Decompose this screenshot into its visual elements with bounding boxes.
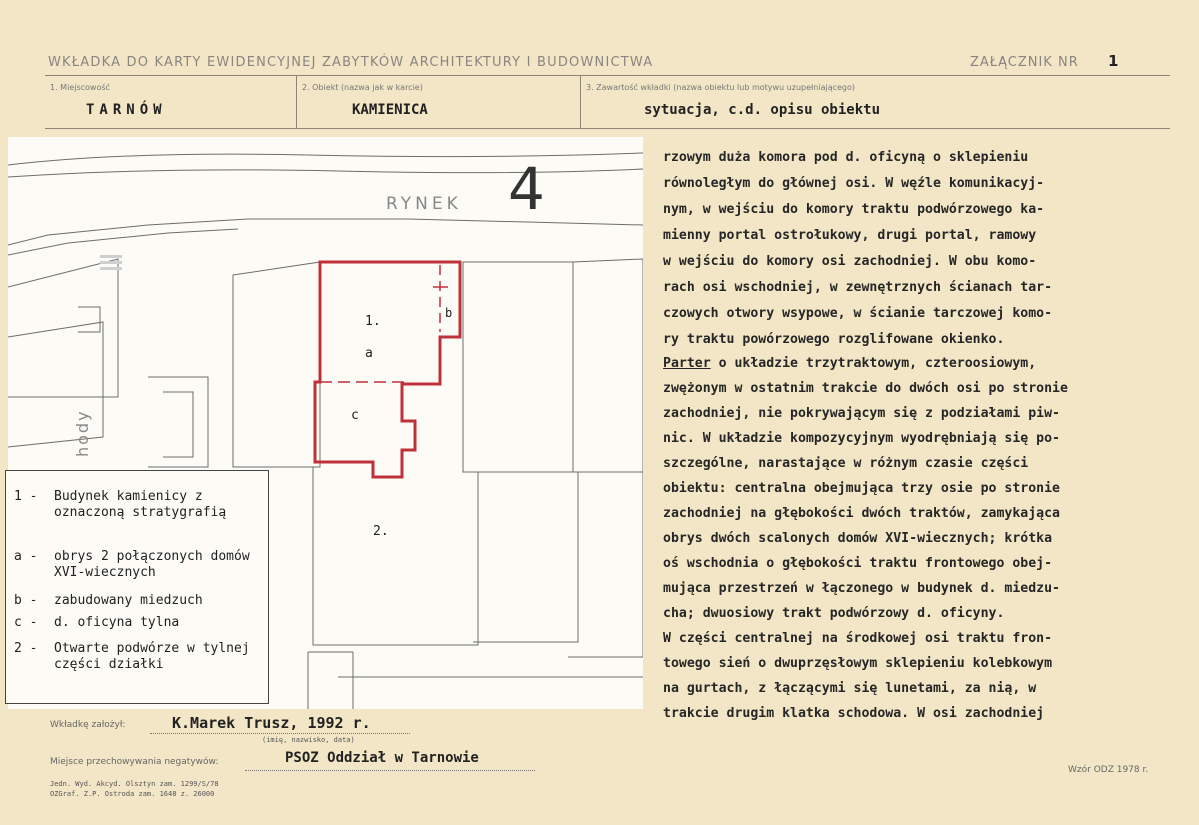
stair-hatching [100, 255, 122, 258]
street-edge-line [8, 219, 643, 245]
legend-key: 1 - [14, 489, 38, 504]
text-line: W części centralnej na środkowej osi traktu fron- [663, 631, 1053, 646]
side-street-label: hody [73, 409, 92, 457]
neighbour-plot [163, 392, 193, 457]
legend-text: Otwarte podwórze w tylnej części działki [54, 641, 250, 672]
form-title: WKŁADKA DO KARTY EWIDENCYJNEJ ZABYTKÓW ARCHITEKTURY I BUDOWNICTWA [48, 55, 654, 70]
legend-text: Budynek kamienicy z oznaczoną stratygrafią [54, 489, 227, 520]
content-label: 3. Zawartość wkładki (nazwa obiektu lub motywu uzupełniającego) [586, 83, 856, 92]
underlined-word: Parter [663, 356, 711, 371]
rear-yard-outline [313, 467, 478, 645]
text-line: rach osi wschodniej, w zewnętrznych ścianach tar- [663, 280, 1053, 295]
text-line: w wejściu do komory osi zachodniej. W obu komo- [663, 254, 1037, 269]
street-curb-line [8, 153, 643, 165]
map-label-b: b [445, 306, 453, 320]
attachment-label: ZAŁĄCZNIK NR [970, 55, 1079, 70]
stair-hatching [100, 267, 122, 270]
neighbour-building [463, 472, 578, 642]
form-stamp: Wzór ODZ 1978 r. [1068, 765, 1149, 775]
text-line: towego sień o dwuprzęsłowym sklepieniu kolebkowym [663, 656, 1053, 671]
stair-hatching [100, 261, 122, 264]
neighbour-building [233, 262, 320, 467]
storage-dotline [245, 770, 535, 771]
neighbour-plot [148, 377, 208, 467]
map-label-1: 1. [365, 314, 381, 329]
text-line: trakcie drugim klatka schodowa. W osi zachodniej [663, 706, 1045, 721]
object-label: 2. Obiekt (nazwa jak w karcie) [302, 83, 423, 92]
legend-text: zabudowany miedzuch [54, 593, 203, 608]
print-info: Jedn. Wyd. Akcyd. Olsztyn zam. 1299/S/78 [50, 780, 219, 788]
text-line: oś wschodnia o głębokości traktu frontowego obej- [663, 556, 1053, 571]
map-label-c: c [351, 408, 359, 423]
content-value: sytuacja, c.d. opisu obiektu [644, 102, 881, 118]
fields-bottom-rule [45, 128, 1170, 129]
street-label: RYNEK [386, 194, 462, 214]
legend-text: obrys 2 połączonych domów XVI-wiecznych [54, 549, 250, 580]
text-line: ry traktu powórzowego rozglifowane okienko. [663, 332, 1005, 347]
legend-key: 2 - [14, 641, 38, 656]
place-label: 1. Miejscowość [50, 83, 110, 92]
object-value: KAMIENICA [352, 102, 428, 118]
text-line: obrys dwóch scalonych domów XVI-wiecznych; krótka [663, 531, 1053, 546]
author-label: Wkładkę założył: [50, 720, 126, 730]
text-line: obiektu: centralna obejmująca trzy osie po stronie [663, 481, 1060, 496]
text-line: cha; dwuosiowy trakt podwórzowy d. oficyny. [663, 606, 1005, 621]
map-legend [5, 470, 269, 704]
storage-value: PSOZ Oddział w Tarnowie [285, 750, 479, 766]
kamienica-outline [315, 262, 460, 477]
text-line: szczególne, narastające w różnym czasie części [663, 456, 1029, 471]
text-line: zachodniej na głębokości dwóch traktów, zamykająca [663, 506, 1060, 521]
text-line: nym, w wejściu do komory traktu podwórzowego ka- [663, 202, 1045, 217]
text-line: równoległym do głównej osi. W węźle komunikacyj- [663, 176, 1045, 191]
map-label-a: a [365, 346, 373, 361]
street-curb-line [8, 169, 643, 177]
neighbour-building [573, 259, 643, 472]
text-line: nic. W układzie kompozycyjnym wyodrębniają się po- [663, 431, 1060, 446]
text-line: zachodniej, nie pokrywającym się z podziałami piw- [663, 406, 1060, 421]
author-caption: (imię, nazwisko, data) [262, 736, 355, 744]
text-line: zwężonym w ostatnim trakcie do dwóch osi po stronie [663, 381, 1068, 396]
text-line: na gurtach, z łączącymi się lunetami, za nią, w [663, 681, 1037, 696]
neighbour-building [568, 472, 643, 657]
place-value: TARNÓW [86, 102, 167, 118]
text-line: czowych otwory wsypowe, w ścianie tarczowej komo- [663, 306, 1053, 321]
storage-label: Miejsce przechowywania negatywów: [50, 757, 219, 767]
legend-text: d. oficyna tylna [54, 615, 180, 630]
sheet-number: 4 [508, 155, 545, 223]
text-line: rzowym duża komora pod d. oficyną o sklepieniu [663, 150, 1029, 165]
print-info: OZGraf. Z.P. Ostroda zam. 1648 z. 26000 [50, 790, 215, 798]
author-value: K.Marek Trusz, 1992 r. [172, 714, 371, 732]
text-line: Parter o układzie trzytraktowym, czteroosiowym, [663, 356, 1037, 371]
text-line: mująca przestrzeń w łączonego w budynek d. miedzu- [663, 581, 1060, 596]
side-plot-outline [78, 307, 100, 332]
street-edge-line [8, 229, 238, 255]
text-line: mienny portal ostrołukowy, drugi portal, ramowy [663, 228, 1037, 243]
neighbour-building [463, 262, 573, 472]
header-rule [45, 75, 1170, 76]
legend-key: a - [14, 549, 38, 564]
field-divider [580, 76, 581, 128]
attachment-number: 1 [1108, 52, 1119, 70]
legend-key: b - [14, 593, 38, 608]
field-divider [296, 76, 297, 128]
author-dotline [150, 733, 410, 734]
legend-key: c - [14, 615, 38, 630]
map-label-2: 2. [373, 524, 389, 539]
